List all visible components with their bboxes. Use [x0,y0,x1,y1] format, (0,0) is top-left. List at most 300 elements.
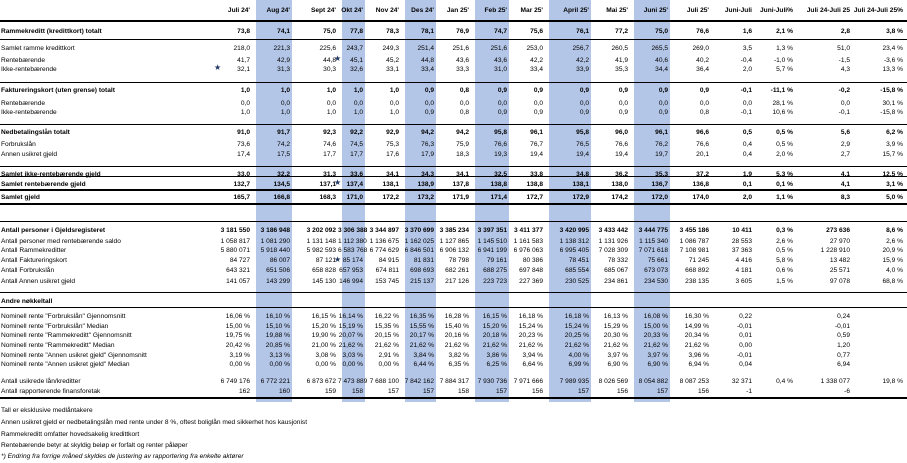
table-cell: 3 420 995 [559,227,589,234]
table-cell: 44,8 [323,57,336,64]
table-cell: 0,00 % [342,361,363,368]
table-cell: 0,9 [579,109,589,116]
table-cell: 6 583 768 [338,247,368,254]
table-cell: 16,30 % [684,313,709,320]
table-cell: 36,2 [615,171,628,178]
table-cell: 234 530 [644,278,668,285]
table-cell: 1,6 [742,28,752,35]
table-cell: 668 892 [685,267,709,274]
table-cell: 1 127 865 [439,238,469,245]
table-cell: 4,1 [840,181,850,188]
table-cell: 138,1 [382,181,399,188]
table-cell: 77,8 [350,28,363,35]
table-cell: 87 121 [315,257,336,264]
table-cell: 28,1 % [772,100,793,107]
table-cell: 33,1 [386,66,399,73]
table-cell: 2,0 [742,194,752,201]
table-cell: 651 506 [266,267,290,274]
table-cell: 2,91 % [378,352,399,359]
table-cell: 253,0 [526,45,543,52]
table-cell: 76,6 [494,141,507,148]
table-cell: 78 451 [568,257,589,264]
row-divider [0,221,907,222]
table-cell: 1,0 [240,87,250,94]
table-cell: 5 880 071 [220,247,250,254]
table-cell: 32 371 [731,378,752,385]
table-cell: 96,0 [615,129,628,136]
row-label: Rentebærende [1,57,45,64]
table-cell: 3,86 % [486,352,507,359]
table-cell: 145 130 [312,278,336,285]
table-cell: 0,5 [742,129,752,136]
table-cell: 3 605 [735,278,752,285]
table-cell: 15,00 % [643,323,668,330]
row-divider [0,124,907,125]
table-cell: 3,84 % [413,352,434,359]
table-cell: 0,59 [837,332,850,339]
row-label: Antall Faktureringskort [1,257,67,264]
table-cell: 16,10 % [265,313,290,320]
table-cell: 0,0 [389,100,399,107]
table-cell: 17,4 [237,151,250,158]
table-cell: 217 126 [445,278,469,285]
table-cell: 76,6 [696,28,709,35]
table-cell: 1 136 675 [369,238,399,245]
table-cell: 0,0 [742,100,752,107]
table-cell: 74,6 [323,141,336,148]
table-cell: 171,9 [452,194,469,201]
table-cell: 3 444 775 [638,227,668,234]
table-cell: 6,35 % [448,361,469,368]
table-cell: 0,0 [840,100,850,107]
table-cell: 5,3 % [776,171,793,178]
table-cell: 2,1 % [776,28,793,35]
table-cell: 20,07 % [338,332,363,339]
table-cell: 6,94 [837,361,850,368]
table-cell: 0,4 [742,141,752,148]
table-cell: 16,06 % [225,313,250,320]
table-cell: 172,0 [651,194,668,201]
table-cell: 3,03 % [342,352,363,359]
table-cell: 3,96 % [688,352,709,359]
table-cell: 6 941 199 [477,247,507,254]
table-cell: 16,08 % [643,313,668,320]
table-cell: 157 [577,388,589,395]
row-label: Antall Forbrukslån [1,267,55,274]
table-cell: 3,97 % [647,352,668,359]
column-header: April 25' [563,7,589,14]
table-cell: 8 026 569 [598,378,628,385]
table-cell: 0,5 % [776,247,793,254]
table-cell: 156 [616,388,628,395]
table-cell: 15,20 % [482,323,507,330]
table-cell: -0,4 [740,57,752,64]
table-cell: 92,3 [323,129,336,136]
table-cell: 15,29 % [603,323,628,330]
table-cell: 0,8 [699,109,709,116]
section-title: Antall personer i Gjeldsregisteret [1,227,106,234]
table-cell: 1,5 % [776,278,793,285]
table-cell: 1 162 025 [404,238,434,245]
table-cell: 6,44 % [413,361,434,368]
table-cell: 2,9 [840,141,850,148]
table-cell: 33,0 [237,171,250,178]
table-cell: 78 798 [448,257,469,264]
table-cell: 273 636 [826,227,850,234]
row-divider [0,203,907,205]
table-cell: 76,2 [655,141,668,148]
table-cell: 15,24 % [564,323,589,330]
row-label: Nominell rente "Annen usikret gjeld" Gjennomsnitt [1,352,147,359]
table-cell: 1 228 910 [820,247,850,254]
table-cell: 1 131 148 [306,238,336,245]
row-label: Antall personer med rentebærende saldo [1,238,121,245]
table-cell: -1,5 [838,57,850,64]
table-cell: 0,0 [280,100,290,107]
table-cell: 0,0 [326,100,336,107]
table-cell: 7 473 889 [338,378,368,385]
footnote: Annen usikret gjeld er nedbetalingslån med rente under 8 %, oftest boliglån med sikkerhet hos kausjonist [1,419,308,426]
table-cell: 27 970 [829,238,850,245]
table-cell: 138,9 [417,181,434,188]
table-cell: 227 369 [519,278,543,285]
table-cell: 4,0 % [886,267,903,274]
table-cell: 20,16 % [444,332,469,339]
table-cell: 138,0 [611,181,628,188]
table-cell: 215 137 [410,278,434,285]
table-cell: 1 081 290 [260,238,290,245]
table-cell: 165,7 [233,194,250,201]
table-cell: 249,3 [382,45,399,52]
table-cell: 2,7 [840,151,850,158]
table-cell: 171,0 [346,194,363,201]
row-label: Antall Annen usikret gjeld [1,278,76,285]
column-header: Juli 24-Juli 25 [806,7,850,14]
table-cell: 0,5 % [776,141,793,148]
table-cell: 33,4 [530,66,543,73]
table-cell: 16,22 % [374,313,399,320]
table-cell: 15,9 % [882,257,903,264]
table-cell: 7 842 162 [404,378,434,385]
table-cell: 21,62 % [409,342,434,349]
table-cell: 153 745 [375,278,399,285]
table-cell: 32,1 [237,66,250,73]
table-cell: 34,1 [456,171,469,178]
footnote: Tall er eksklusive medlåntakere [1,407,93,414]
table-cell: 19,8 % [882,378,903,385]
table-cell: 21,62 % [643,342,668,349]
table-cell: 94,2 [421,129,434,136]
table-cell: 157 [656,388,668,395]
table-cell: 1 161 583 [513,238,543,245]
table-cell: 238 135 [685,278,709,285]
table-cell: 1 112 380 [338,238,367,245]
table-cell: 0,3 % [776,227,793,234]
table-cell: 37,2 [696,171,709,178]
column-header: Juli 24-Juli 25% [853,7,903,14]
table-cell: 10 411 [732,227,752,234]
table-cell: 0,9 [533,109,543,116]
table-cell: 0,9 [533,87,543,94]
table-cell: 84 915 [378,257,399,264]
table-cell: 35,3 [615,66,628,73]
table-cell: 19,4 [615,151,628,158]
table-cell: 44,8 [421,57,434,64]
table-cell: -0,01 [736,323,752,330]
table-cell: 17,9 [421,151,434,158]
table-cell: 1,0 [389,109,399,116]
table-cell: 21,62 % [603,342,628,349]
table-cell: 17,7 [350,151,363,158]
table-cell: 0,0 [240,100,250,107]
table-cell: 18,3 [456,151,469,158]
table-cell: 6 906 132 [439,247,469,254]
table-cell: 33,9 [576,66,589,73]
table-cell: 17,6 [386,151,399,158]
table-cell: 7 989 935 [559,378,589,385]
table-cell: 4 181 [735,267,752,274]
table-cell: 74,5 [350,141,363,148]
table-cell: 20,34 % [684,332,709,339]
table-cell: 173,2 [417,194,434,201]
table-cell: 71 245 [688,257,709,264]
table-cell: 33,4 [421,66,434,73]
table-cell: 230 525 [565,278,589,285]
table-cell: -6 [844,388,850,395]
table-cell: 157 [422,388,434,395]
row-label: Forbrukslån [1,141,36,148]
table-cell: 138,8 [490,181,507,188]
table-cell: 75 661 [647,257,668,264]
column-header: Des 24' [411,7,434,14]
row-label: Nominell rente "Annen usikret gjeld" Median [1,361,130,368]
star-marker-icon: ★ [334,54,342,63]
row-divider [0,39,907,40]
table-cell: 16,14 % [338,313,363,320]
table-cell: 1,3 % [776,45,793,52]
table-cell: 698 693 [410,267,434,274]
row-label: Nominell rente "Rammekreditt" Gjennomsnitt [1,332,132,339]
table-cell: 3,1 % [886,181,903,188]
row-divider [0,166,907,167]
table-cell: 132,7 [233,181,250,188]
table-cell: 32,6 [350,66,363,73]
table-cell: 0,9 [424,87,434,94]
table-cell: 95,8 [494,129,507,136]
row-divider [0,82,907,83]
table-cell: 7 884 317 [439,378,469,385]
row-label: Ikke-rentebærende [1,66,57,73]
table-cell: 0,9 [699,87,709,94]
table-cell: 251,6 [452,45,469,52]
table-cell: 16,28 % [444,313,469,320]
table-cell: 15,40 % [444,323,469,330]
table-cell: 41,9 [615,57,628,64]
table-cell: 16,15 % [311,313,336,320]
table-cell: 15,10 % [265,323,290,330]
footnote: Rammekreditt omfatter hovedsakelig kredittkort [1,431,140,438]
column-header: Feb 25' [484,7,507,14]
table-cell: 0,9 [618,109,628,116]
table-cell: 80 386 [522,257,543,264]
table-cell: 136,7 [651,181,668,188]
table-cell: 6 772 221 [260,378,290,385]
table-cell: 14,99 % [684,323,709,330]
table-cell: 1 145 510 [477,238,507,245]
table-cell: 95,8 [576,129,589,136]
table-cell: 6 873 672 [306,378,336,385]
table-cell: 16,13 % [603,313,628,320]
table-cell: 92,2 [350,129,363,136]
table-cell: 141 057 [226,278,250,285]
table-cell: 15,19 % [338,323,363,330]
table-cell: 6,25 % [486,361,507,368]
table-cell: 19,4 [576,151,589,158]
table-cell: 4,00 % [568,352,589,359]
table-cell: 68,8 % [882,278,903,285]
table-cell: 21,00 % [311,342,336,349]
table-cell: 20,30 % [603,332,628,339]
table-cell: 157 [495,388,507,395]
table-cell: 265,5 [651,45,668,52]
table-cell: 1 138 312 [559,238,589,245]
table-cell: 0,0 [533,100,543,107]
section-title: Samlet ikke-rentebærende gjeld [1,171,101,178]
table-cell: 13,3 % [882,66,903,73]
table-cell: 76,7 [530,141,543,148]
table-cell: 84 727 [229,257,250,264]
table-cell: 0,01 [739,332,752,339]
table-cell: 25 571 [829,267,850,274]
table-cell: 97 078 [829,278,850,285]
table-cell: 166,8 [273,194,290,201]
table-cell: 171,4 [490,194,507,201]
table-cell: 172,7 [526,194,543,201]
table-cell: 37 363 [731,247,752,254]
section-title: Nedbetalingslån totalt [1,129,70,136]
table-cell: 136,8 [692,181,709,188]
table-cell: 658 828 [312,267,336,274]
footnote: *) Endring fra forrige måned skyldes de justering av rapportering fra enkelte aktører [1,453,244,460]
table-cell: 0,9 [579,87,589,94]
table-cell: 2,6 % [886,238,903,245]
table-cell: 0,22 [739,313,752,320]
table-cell: 2,6 % [776,238,793,245]
table-cell: 6,64 % [522,361,543,368]
table-cell: 31,3 [277,66,290,73]
table-cell: 96,1 [655,129,668,136]
table-cell: 256,7 [572,45,589,52]
table-cell: 218,0 [233,45,250,52]
table-cell: 2,0 [742,66,752,73]
table-cell: 5,0 % [886,194,903,201]
table-cell: 1 058 817 [220,238,250,245]
table-cell: 134,5 [273,181,290,188]
table-cell: -0,2 [838,87,850,94]
table-cell: 51,0 [837,45,850,52]
table-cell: 10,6 % [772,109,793,116]
table-cell: 5,6 [840,129,850,136]
table-cell: 243,7 [346,45,363,52]
table-cell: 3,9 % [886,141,903,148]
table-cell: 3,5 [742,45,752,52]
table-cell: 1,0 [326,87,336,94]
table-cell: 78 332 [607,257,628,264]
row-divider [0,189,907,191]
table-cell: 43,6 [456,57,469,64]
table-cell: 32,2 [277,171,290,178]
table-cell: 76,6 [696,141,709,148]
section-title: Rammekreditt (kredittkort) totalt [1,28,102,35]
row-label: Rentebærende [1,100,45,107]
column-header: Juni-Juli [724,7,752,14]
table-cell: 3 344 897 [369,227,399,234]
table-cell: 1,0 [280,87,290,94]
table-cell: 3 455 186 [679,227,709,234]
table-cell: 3 411 377 [514,227,543,234]
row-divider [0,20,907,22]
table-cell: 0,00 % [315,361,336,368]
table-cell: 42,9 [277,57,290,64]
table-cell: 7 028 309 [598,247,628,254]
table-cell: 172,9 [572,194,589,201]
table-cell: 0,00 % [229,361,250,368]
table-cell: -0,01 [736,352,752,359]
table-cell: 75,3 [386,141,399,148]
table-cell: 20,85 % [265,342,290,349]
table-cell: 96,6 [696,129,709,136]
footnote: Rentebærende betyr at skyldig beløp er forfalt og renter påløper [1,442,188,449]
table-cell: 6 749 176 [220,378,250,385]
table-cell: 36,4 [696,66,709,73]
table-cell: 2,0 % [776,151,793,158]
table-cell: 40,6 [655,57,668,64]
table-cell: 79 161 [486,257,507,264]
table-cell: 40,2 [696,57,709,64]
table-cell: 0,04 [739,361,752,368]
table-cell: 91,7 [277,129,290,136]
table-cell: 94,2 [456,129,469,136]
table-cell: 76,9 [456,28,469,35]
table-cell: 31,0 [494,66,507,73]
table-cell: 76,3 [421,141,434,148]
table-cell: 688 275 [483,267,507,274]
table-cell: 76,5 [576,141,589,148]
table-cell: 23,4 % [882,45,903,52]
table-cell: 75,0 [323,28,336,35]
table-cell: 0,77 [837,352,850,359]
table-cell: 45,1 [350,57,363,64]
table-cell: 4,1 [840,171,850,178]
table-cell: 0,1 % [776,181,793,188]
table-cell: 3,94 % [522,352,543,359]
table-cell: -3,6 % [883,57,903,64]
table-cell: 0,9 [658,87,668,94]
table-cell: 86 007 [269,257,290,264]
table-cell: 657 953 [339,267,363,274]
table-cell: 1 338 077 [820,378,850,385]
table-cell: 19,7 [655,151,668,158]
table-cell: 7 930 736 [477,378,507,385]
row-label: Nominell rente "Rammekreditt" Median [1,342,115,349]
section-title: Samlet gjeld [1,194,40,201]
table-cell: 21,62 % [374,342,399,349]
column-header: Mai 25' [606,7,628,14]
table-cell: 96,1 [530,129,543,136]
column-header: Okt 24' [341,7,363,14]
table-cell: 3,13 % [269,352,290,359]
table-cell: 0,0 [699,100,709,107]
